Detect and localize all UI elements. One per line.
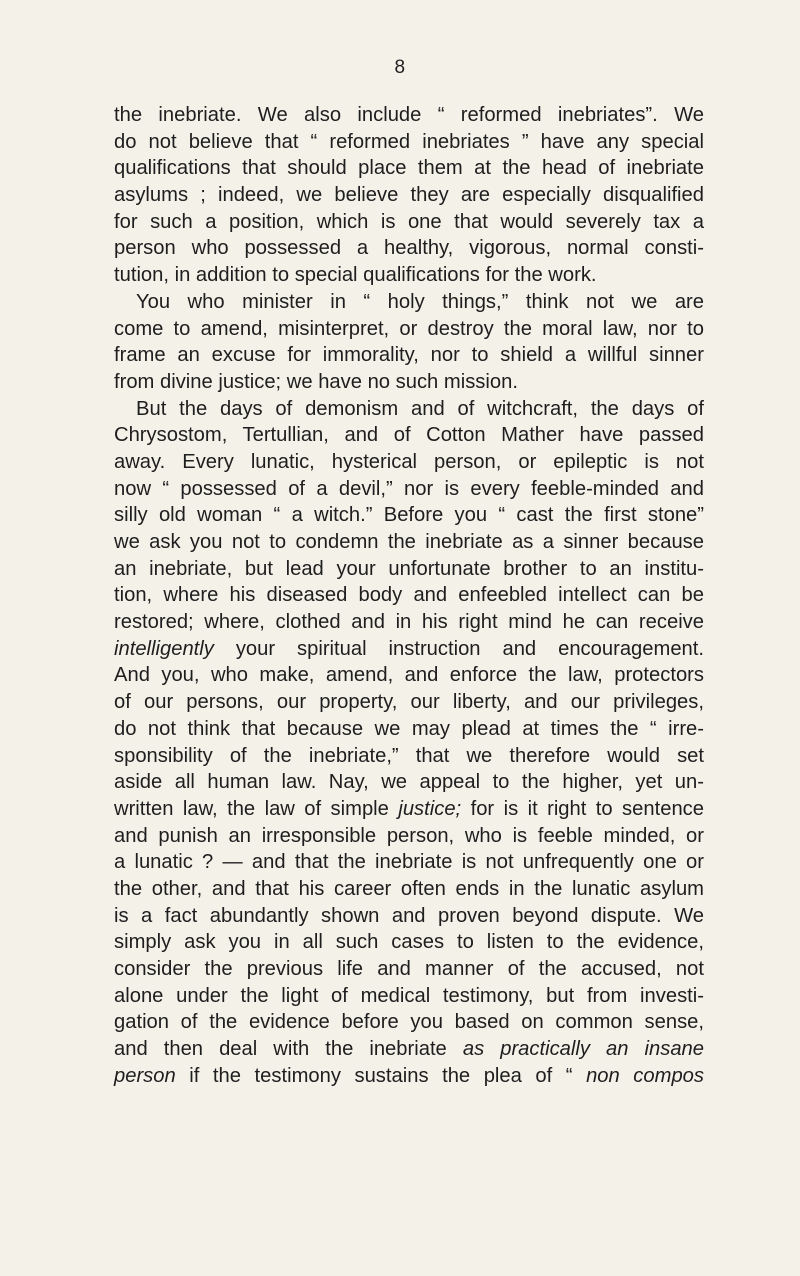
text-line xyxy=(114,662,704,689)
text-segment: for such a position, which is one that would severely tax a xyxy=(114,210,704,233)
italic-text: non compos xyxy=(586,1064,704,1087)
body-text xyxy=(114,102,704,1089)
text-line xyxy=(114,449,704,476)
text-segment: asylums ; indeed, we believe they are especially disqualified xyxy=(114,184,704,207)
text-line xyxy=(114,1063,704,1090)
italic-text: intelligently xyxy=(114,637,214,660)
text-line xyxy=(114,743,704,770)
text-segment: if the testimony sustains the plea of “ xyxy=(175,1064,587,1087)
text-line xyxy=(114,182,704,209)
text-line xyxy=(114,235,704,262)
text-segment: alone under the light of medical testimony, but from investi- xyxy=(114,984,704,1007)
text-line xyxy=(114,209,704,236)
text-line xyxy=(114,636,704,663)
text-segment: now “ possessed of a devil,” nor is every feeble-minded and xyxy=(114,477,704,500)
text-line xyxy=(114,476,704,503)
text-segment: aside all human law. Nay, we appeal to the higher, yet un- xyxy=(114,771,704,794)
text-line xyxy=(114,155,704,182)
text-line xyxy=(114,689,704,716)
text-line xyxy=(114,716,704,743)
text-line xyxy=(114,342,704,369)
text-line xyxy=(114,609,704,636)
text-segment: do not believe that “ reformed inebriates ” have any special xyxy=(114,130,704,153)
italic-text: as practically an insane xyxy=(462,1038,705,1061)
text-line xyxy=(114,502,704,529)
text-segment: of our persons, our property, our liberty, and our privileges, xyxy=(114,691,704,714)
text-line xyxy=(114,983,704,1010)
text-segment: Chrysostom, Tertullian, and of Cotton Mather have passed xyxy=(114,424,704,447)
text-segment: for is it right to sentence xyxy=(461,797,704,820)
italic-text: justice; xyxy=(398,797,462,820)
text-segment: But the days of demonism and of witchcraft, the days of xyxy=(136,397,704,420)
text-segment: we ask you not to condemn the inebriate as a sinner because xyxy=(114,531,704,553)
text-line xyxy=(114,316,704,343)
text-segment: consider the previous life and manner of the accused, not xyxy=(114,958,704,980)
text-line xyxy=(114,1036,704,1063)
text-segment: restored; where, clothed and in his right mind he can receive xyxy=(114,611,704,634)
text-segment: tution, in addition to special qualifications for the work. xyxy=(114,264,597,287)
text-line xyxy=(114,369,704,396)
text-line xyxy=(114,1009,704,1036)
text-line xyxy=(114,929,704,956)
text-line xyxy=(114,396,704,423)
text-segment: sponsibility of the inebriate,” that we therefore would set xyxy=(114,744,704,767)
text-segment: away. Every lunatic, hysterical person, or epileptic is not xyxy=(114,450,704,473)
text-segment: your spiritual instruction and encouragement. xyxy=(213,637,704,660)
text-segment: from divine justice; we have no such mission. xyxy=(114,370,518,393)
text-segment: the other, and that his career often ends in the lunatic asylum xyxy=(114,877,704,900)
text-line xyxy=(114,556,704,583)
text-segment: And you, who make, amend, and enforce the law, protectors xyxy=(114,664,704,687)
text-segment: and punish an irresponsible person, who is feeble minded, or xyxy=(114,824,704,847)
text-line xyxy=(114,262,704,289)
text-segment: an inebriate, but lead your unfortunate brother to an institu- xyxy=(114,557,704,580)
italic-text: person xyxy=(114,1064,176,1087)
text-line xyxy=(114,903,704,930)
page-number: 8 xyxy=(394,57,406,78)
text-line xyxy=(114,796,704,823)
text-segment: person who possessed a healthy, vigorous, normal consti- xyxy=(114,237,704,260)
text-segment: You who minister in “ holy things,” think not we are xyxy=(136,290,704,313)
text-segment: come to amend, misinterpret, or destroy the moral law, nor to xyxy=(114,317,704,340)
text-line xyxy=(114,876,704,903)
text-segment: the inebriate. We also include “ reformed inebriates”. We xyxy=(114,104,704,126)
text-segment: qualifications that should place them at the head of inebriate xyxy=(114,157,704,180)
text-line xyxy=(114,582,704,609)
text-line xyxy=(114,849,704,876)
text-segment: frame an excuse for immorality, nor to shield a willful sinner xyxy=(114,344,704,367)
text-segment: silly old woman “ a witch.” Before you “ cast the first stone” xyxy=(114,504,704,527)
text-segment: written law, the law of simple xyxy=(114,797,399,820)
text-line xyxy=(114,129,704,156)
text-segment: and then deal with the inebriate xyxy=(114,1038,463,1061)
text-segment: gation of the evidence before you based on common sense, xyxy=(114,1011,704,1034)
text-segment: is a fact abundantly shown and proven beyond dispute. We xyxy=(114,904,704,927)
text-line xyxy=(114,422,704,449)
text-line xyxy=(114,823,704,850)
text-segment: a lunatic ? — and that the inebriate is not unfrequently one or xyxy=(114,851,704,874)
text-segment: tion, where his diseased body and enfeebled intellect can be xyxy=(114,584,704,607)
text-line xyxy=(114,529,704,556)
text-line xyxy=(114,102,704,129)
text-segment: simply ask you in all such cases to listen to the evidence, xyxy=(114,931,704,954)
text-line xyxy=(114,956,704,983)
text-segment: do not think that because we may plead at times the “ irre- xyxy=(114,717,704,740)
text-line xyxy=(114,289,704,316)
text-line xyxy=(114,769,704,796)
